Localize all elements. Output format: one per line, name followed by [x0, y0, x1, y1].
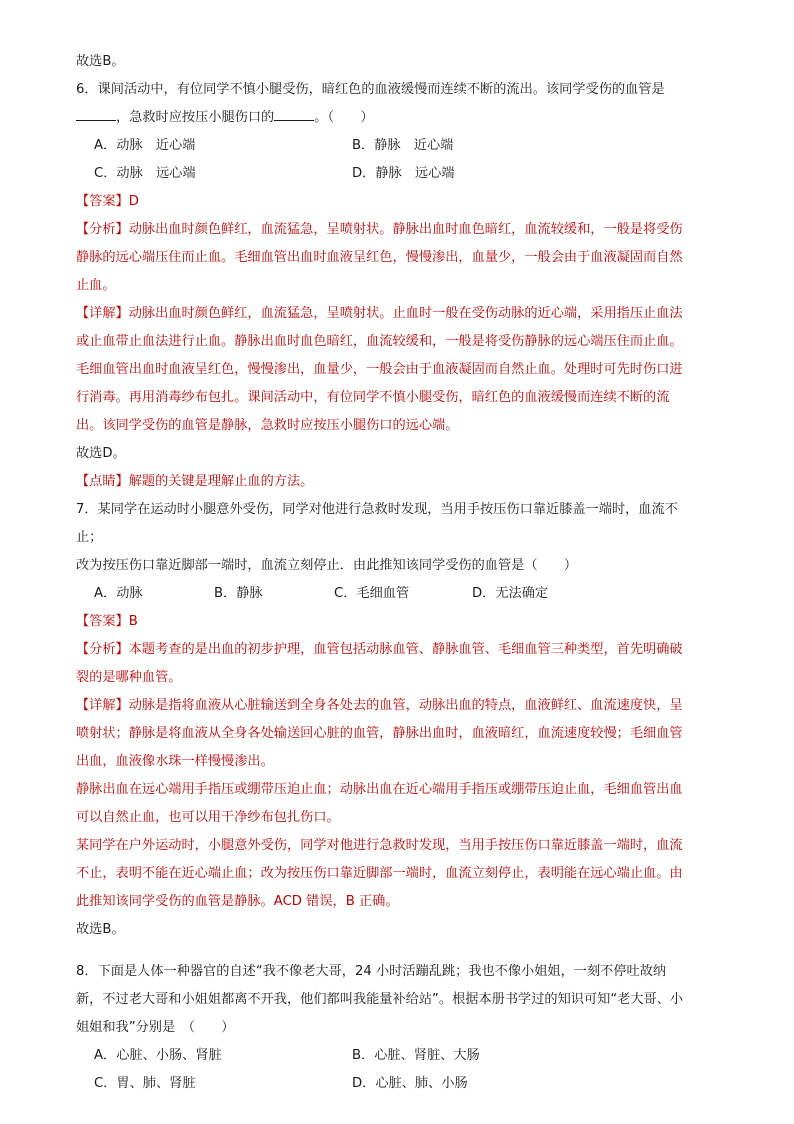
q6-answer: [76, 188, 724, 216]
q7-analysis-tag: 【分析】: [76, 642, 129, 657]
q8-stem-line-3: 姐姐和我”分别是 （ ）: [76, 1020, 235, 1035]
q6-detail-line-3: 毛细血管出血时血液呈红色，慢慢渗出，血量少，一般会由于血液凝固而自然止血。处理时可先时伤口进: [76, 362, 683, 377]
q6-stem-text-a: ，急救时应按压小腿伤口的: [116, 110, 275, 125]
q6-stem-line-2: [76, 104, 724, 132]
q6-option-d: D．静脉 远心端: [352, 166, 455, 181]
q8-option-a: A．心脏、小肠、肾脏: [94, 1048, 222, 1063]
q7-analysis-line-1: [76, 636, 724, 664]
q6-option-b: B．静脉 近心端: [352, 138, 454, 153]
q6-blank-2: [274, 106, 314, 121]
q6-analysis-tag: 【分析】: [76, 222, 129, 237]
q6-analysis-line-1: [76, 216, 724, 244]
q7-stem-line-1: 7．某同学在运动时小腿意外受伤，同学对他进行急救时发现，当用手按压伤口靠近膝盖一端时，血流不: [76, 502, 678, 517]
q8-stem-line-2: 新，不过老大哥和小姐姐都离不开我，他们都叫我能量补给站”。根据本册书学过的知识可知“老大哥、小: [76, 992, 684, 1007]
document-page: [76, 48, 724, 1098]
q7-detail-line-1: [76, 692, 724, 720]
q7-option-d: D．无法确定: [472, 586, 549, 601]
q6-analysis-line-2: 静脉的远心端压住而止血。毛细血管出血时血液呈红色，慢慢渗出，血量少，一般会由于血液凝固而自然: [76, 250, 683, 265]
q6-blank-1: [76, 106, 116, 121]
q6-remark-tag: 【点睛】: [76, 474, 129, 489]
q6-detail-line-4: 行消毒。再用消毒纱布包扎。课间活动中，有位同学不慎小腿受伤，暗红色的血液缓慢而连续不断的流: [76, 390, 670, 405]
q7-detail-line-8: 此推知该同学受伤的血管是静脉。ACD 错误，B 正确。: [76, 894, 399, 909]
q6-analysis-text-1: 动脉出血时颜色鲜红，血流猛急，呈喷射状。静脉出血时血色暗红，血流较缓和，一般是将受伤: [128, 222, 683, 237]
q7-stem-line-3: 改为按压伤口靠近脚部一端时，血流立刻停止．由此推知该同学受伤的血管是（ ）: [76, 558, 578, 573]
q7-detail-line-6: 某同学在户外运动时，小腿意外受伤，同学对他进行急救时发现，当用手按压伤口靠近膝盖一端时，血流: [76, 838, 683, 853]
q7-analysis-text-1: 本题考查的是出血的初步护理，血管包括动脉血管、静脉血管、毛细血管三种类型，首先明确破: [128, 642, 683, 657]
q7-detail-line-7: 不止，表明不能在近心端止血；改为按压伤口靠近脚部一端时，血流立刻停止，表明能在远心端止血。由: [76, 866, 683, 881]
q7-answer: [76, 608, 724, 636]
q7-detail-line-4: 静脉出血在远心端用手指压或绷带压迫止血；动脉出血在近心端用手指压或绷带压迫止血，毛细血管出血: [76, 782, 683, 797]
q7-answer-value: B: [128, 614, 138, 629]
q6-option-c: C．动脉 远心端: [94, 166, 196, 181]
q6-stem-text-b: 。（ ）: [314, 110, 374, 125]
q6-options-row-1: [76, 132, 724, 160]
q6-analysis-line-3: 止血。: [76, 278, 116, 293]
q7-option-a: A．动脉: [94, 586, 143, 601]
q6-answer-tag: 【答案】: [76, 194, 129, 209]
q7-conclusion: 故选B。: [76, 922, 125, 937]
q6-stem-line-1: 6．课间活动中，有位同学不慎小腿受伤，暗红色的血液缓慢而连续不断的流出。该同学受伤的血管是: [76, 82, 665, 97]
q7-option-b: B．静脉: [214, 586, 263, 601]
q6-options-row-2: [76, 160, 724, 188]
q6-conclusion: 故选D。: [76, 446, 126, 461]
q7-options-row: [76, 580, 724, 608]
previous-conclusion: 故选B。: [76, 54, 125, 69]
q6-detail-tag: 【详解】: [76, 306, 129, 321]
q6-answer-value: D: [128, 194, 139, 209]
q8-option-c: C．胃、肺、肾脏: [94, 1076, 196, 1091]
q8-stem-line-1: 8．下面是人体一种器官的自述“我不像老大哥，24 小时活蹦乱跳；我也不像小姐姐，一刻不停吐故纳: [76, 964, 667, 979]
q7-detail-line-5: 可以自然止血，也可以用干净纱布包扎伤口。: [76, 810, 340, 825]
q7-answer-tag: 【答案】: [76, 614, 129, 629]
q6-remark-text: 解题的关键是理解止血的方法。: [128, 474, 314, 489]
q6-remark: [76, 468, 724, 496]
q7-detail-line-3: 出血，血液像水珠一样慢慢渗出。: [76, 754, 274, 769]
q7-detail-tag: 【详解】: [76, 698, 129, 713]
q6-detail-line-5: 出。该同学受伤的血管是静脉，急救时应按压小腿伤口的远心端。: [76, 418, 459, 433]
q7-option-c: C．毛细血管: [334, 586, 410, 601]
q8-option-d: D．心脏、肺、小肠: [352, 1076, 468, 1091]
q7-stem-line-2: 止；: [76, 530, 103, 545]
q6-detail-line-1: [76, 300, 724, 328]
q8-options-row-1: [76, 1042, 724, 1070]
q8-options-row-2: [76, 1070, 724, 1098]
q6-option-a: A．动脉 近心端: [94, 138, 196, 153]
q8-option-b: B．心脏、肾脏、大肠: [352, 1048, 480, 1063]
q6-detail-line-2: 或止血带止血法进行止血。静脉出血时血色暗红，血流较缓和，一般是将受伤静脉的远心端压住而止血。: [76, 334, 683, 349]
q6-detail-text-1: 动脉出血时颜色鲜红，血流猛急，呈喷射状。止血时一般在受伤动脉的近心端，采用指压止血法: [128, 306, 683, 321]
q7-detail-text-1: 动脉是指将血液从心脏输送到全身各处去的血管，动脉出血的特点，血液鲜红、血流速度快，呈: [128, 698, 683, 713]
q7-detail-line-2: 喷射状；静脉是将血液从全身各处输送回心脏的血管，静脉出血时，血液暗红，血流速度较慢；毛细血管: [76, 726, 683, 741]
q7-analysis-line-2: 裂的是哪种血管。: [76, 670, 182, 685]
spacer: [76, 944, 724, 958]
